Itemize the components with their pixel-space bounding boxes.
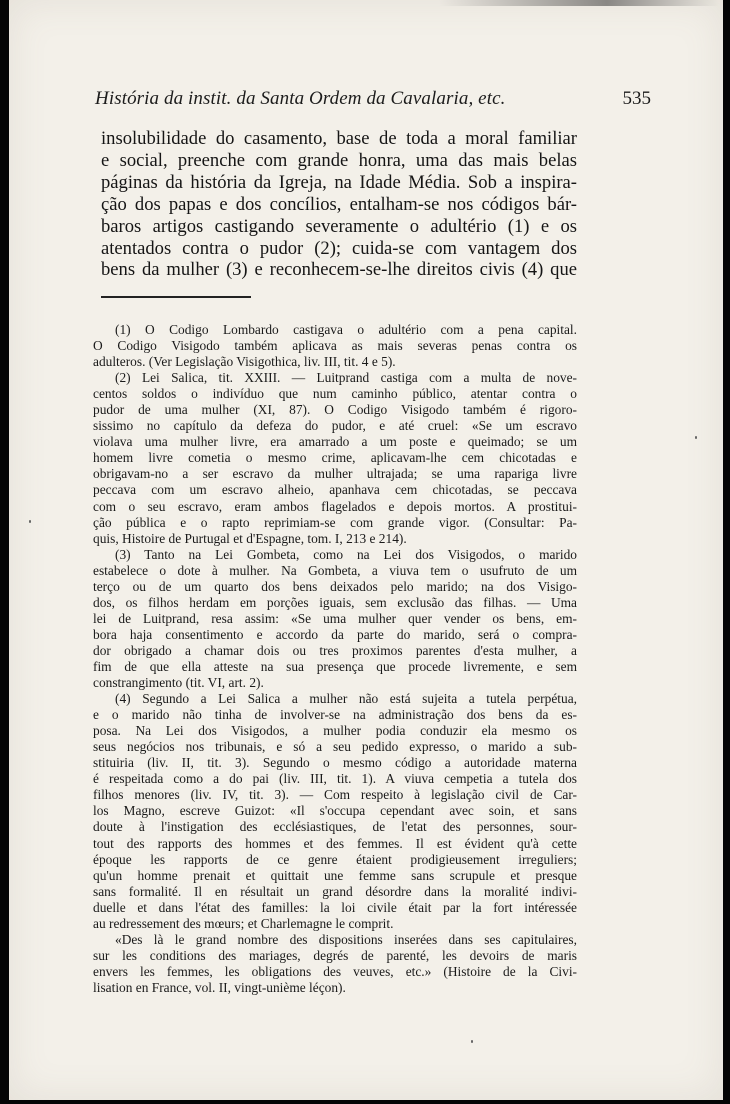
text-line: bens da mulher (3) e reconhecem-se-lhe direitos civis (4) que [101, 259, 577, 281]
footnote-line: fim de que ella atteste na sua presença que procede livremente, e sem [93, 658, 577, 674]
footnote-line: «Des là le grand nombre des dispositions inserées dans ses capitulaires, [115, 931, 577, 947]
footnote-line: qu'un homme prenait et quittait une femme sans scrupule et presque [93, 867, 577, 883]
footnote-line: é respeitada como a do pai (liv. III, tit. 1). A viuva cempetia a tutela dos [93, 771, 577, 787]
footnote-line: au redressement des mœurs; et Charlemagne le comprit. [93, 915, 394, 931]
footnote-line: adulteros. (Ver Legislação Visigothica, liv. III, tit. 4 e 5). [93, 354, 396, 370]
footnote-line: terço ou de um quarto dos bens deixados pelo marido; na dos Visigo- [93, 578, 577, 594]
footnote-line: (2) Lei Salica, tit. XXIII. — Luitprand castiga com a multa de nove- [115, 370, 577, 386]
footnote-line: tout des rapports des hommes et des femmes. Il est évident qu'à cette [93, 835, 577, 851]
footnote-line: ção pública e o rapto reprimiam-se com grande vigor. (Consultar: Pa- [93, 514, 577, 530]
footnote-line: (3) Tanto na Lei Gombeta, como na Lei dos Visigodos, o marido [115, 546, 577, 562]
footnote-line: époque les rapports de ce genre étaient prodigieusement irreguliers; [93, 851, 577, 867]
footnote-line: centos soldos o indivíduo que num caminho público, atentar contra o [93, 386, 577, 402]
footnote-line: (4) Segundo a Lei Salica a mulher não está sujeita a tutela perpétua, [115, 691, 577, 707]
footnote-line: sissimo no capítulo da defeza do pudor, e até cruel: «Se um escravo [93, 418, 577, 434]
scan-speck [695, 436, 697, 439]
text-line: insolubilidade do casamento, base de toda a moral familiar [101, 128, 577, 149]
footnote-line: com o seu escravo, eram ambos flagelados e depois mortos. A prostitui- [93, 498, 577, 514]
footnote-line: (1) O Codigo Lombardo castigava o adultério com a pena capital. [115, 322, 577, 337]
footnote-line: pudor de uma mulher (XI, 87). O Codigo Visigodo também é rigoro- [93, 402, 577, 418]
footnote-line: doute à l'instigation des ecclésiastiques, de l'etat des personnes, sour- [93, 819, 577, 835]
footnote-line: dor obrigado a chamar dois ou tres proximos parentes d'esta mulher, a [93, 642, 577, 658]
footnote-line: bora haja consentimento e accordo da parte do marido, será o compra- [93, 626, 577, 642]
footnote-line: seus negócios nos tribunais, e só a seu pedido expresso, o marido a sub- [93, 739, 577, 755]
footnote-line: homem livre cometia o mesmo crime, aplicavam-lhe cem chicotadas e [93, 450, 577, 466]
footnote-line: peccava com um escravo alheio, apanhava cem chicotadas, se peccava [93, 482, 577, 498]
text-line: páginas da história da Igreja, na Idade Média. Sob a inspira- [101, 171, 577, 193]
footnotes [93, 322, 577, 996]
text-line: atentados contra o pudor (2); cuida-se com vantagem dos [101, 237, 577, 259]
scan-artifact [439, 0, 719, 6]
footnote-separator [101, 296, 251, 298]
footnote-line: constrangimento (tit. VI, art. 2). [93, 675, 264, 691]
footnote-line: dos, os filhos herdam em porções iguais, sem exclusão das filhas. — Uma [93, 594, 577, 610]
footnote-line: stituiria (liv. II, tit. 3). Segundo o mesmo código a autoridade materna [93, 755, 577, 771]
footnote-line: O Codigo Visigodo também aplicava as mais severas penas contra os [93, 338, 577, 354]
footnote-line: filhos menores (liv. IV, tit. 3). — Com respeito à legislação civil de Car- [93, 787, 577, 803]
text-line: e social, preenche com grande honra, uma das mais belas [101, 149, 577, 171]
text-line: baros artigos castigando severamente o adultério (1) e os [101, 215, 577, 237]
footnote-line: estabelece o dote à mulher. Na Gombeta, a viuva tem o usufruto de um [93, 562, 577, 578]
footnote-line: duelle et dans l'état des familles: la loi civile était par la fort intéressée [93, 899, 577, 915]
footnote-line: posa. Na Lei dos Visigodos, a mulher podia conduzir ela mesmo os [93, 723, 577, 739]
footnote-line: los Magno, escreve Guizot: «Il s'occupa cependant avec soin, et sans [93, 803, 577, 819]
running-title: História da instit. da Santa Ordem da Cavalaria, etc. [95, 88, 506, 109]
footnote-line: e o marido não tinha de involver-se na administração dos bens da es- [93, 707, 577, 723]
footnote-line: sur les conditions des mariages, degrés de parenté, les devoirs de maris [93, 947, 577, 963]
footnote-line: violava uma mulher livre, era amarrado a um poste e queimado; se um [93, 434, 577, 450]
main-text [101, 128, 577, 281]
footnote-line: obrigavam-no a ser escravo da mulher ultrajada; se uma rapariga livre [93, 466, 577, 482]
footnote-line: sans formalité. Il en résultait un grand désordre dans la moralité indivi- [93, 883, 577, 899]
text-line: ção dos papas e dos concílios, entalham-se nos códigos bár- [101, 193, 577, 215]
footnote-line: quis, Histoire de Purtugal et d'Espagne, tom. I, 213 e 214). [93, 530, 407, 546]
running-header [91, 88, 651, 118]
book-page [9, 0, 723, 1100]
scan-speck [471, 1040, 473, 1043]
footnote-line: lisation en France, vol. II, vingt-unième léçon). [93, 979, 346, 995]
footnote-line: envers les femmes, les obligations des veuves, etc.» (Histoire de la Civi- [93, 963, 577, 979]
footnote-line: lei de Luitprand, resa assim: «Se uma mulher quer vender os bens, em- [93, 610, 577, 626]
scan-speck [29, 520, 31, 523]
page-number: 535 [622, 88, 651, 109]
